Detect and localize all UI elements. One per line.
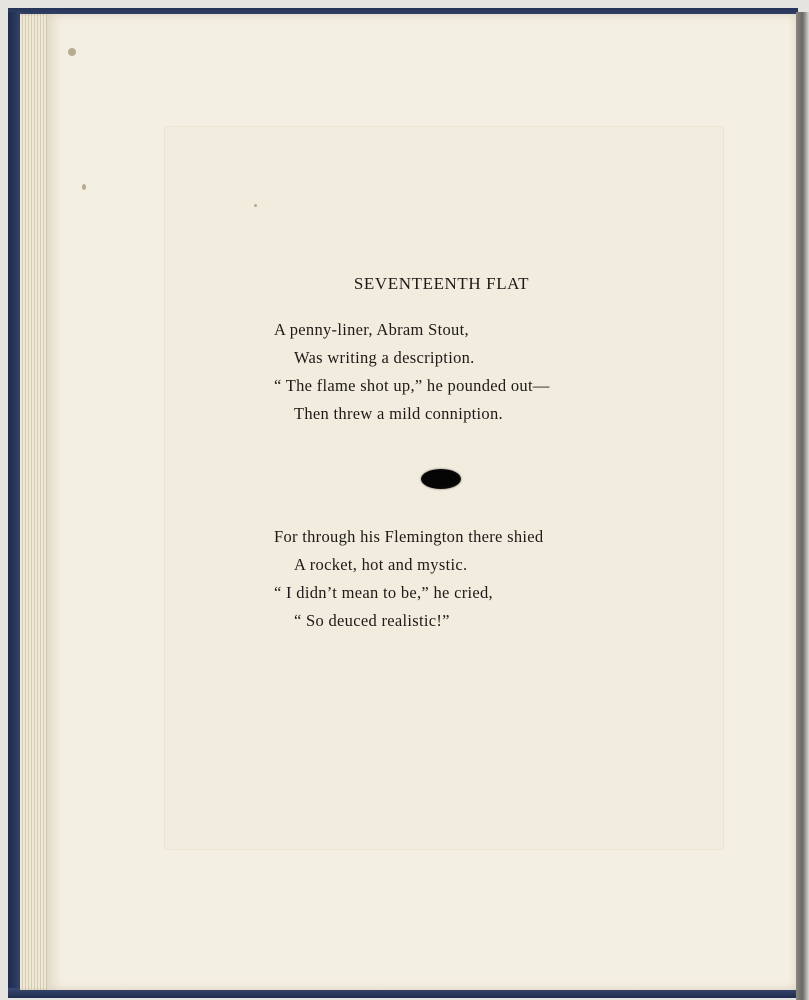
paper-speck xyxy=(82,184,86,190)
poem-line: Then threw a mild conniption. xyxy=(294,404,503,423)
poem-line: Was writing a description. xyxy=(294,348,475,367)
poem-line: “ I didn’t mean to be,” he cried, xyxy=(274,583,493,602)
stanza-1 xyxy=(274,316,550,428)
book-page xyxy=(48,14,796,990)
poem-line: “ So deuced realistic!” xyxy=(294,611,450,630)
page-edges xyxy=(20,14,50,990)
paper-speck xyxy=(254,204,257,207)
poem-title: SEVENTEENTH FLAT xyxy=(353,274,530,293)
poem-line: For through his Flemington there shied xyxy=(274,527,544,546)
poem-line: A rocket, hot and mystic. xyxy=(294,555,468,574)
paper-speck xyxy=(68,48,76,56)
page-hole xyxy=(421,469,461,489)
poem-line: A penny-liner, Abram Stout, xyxy=(274,320,469,339)
poem-line: “ The flame shot up,” he pounded out— xyxy=(274,376,550,395)
book-cover-right-edge xyxy=(796,12,809,1000)
stanza-2 xyxy=(274,523,543,635)
